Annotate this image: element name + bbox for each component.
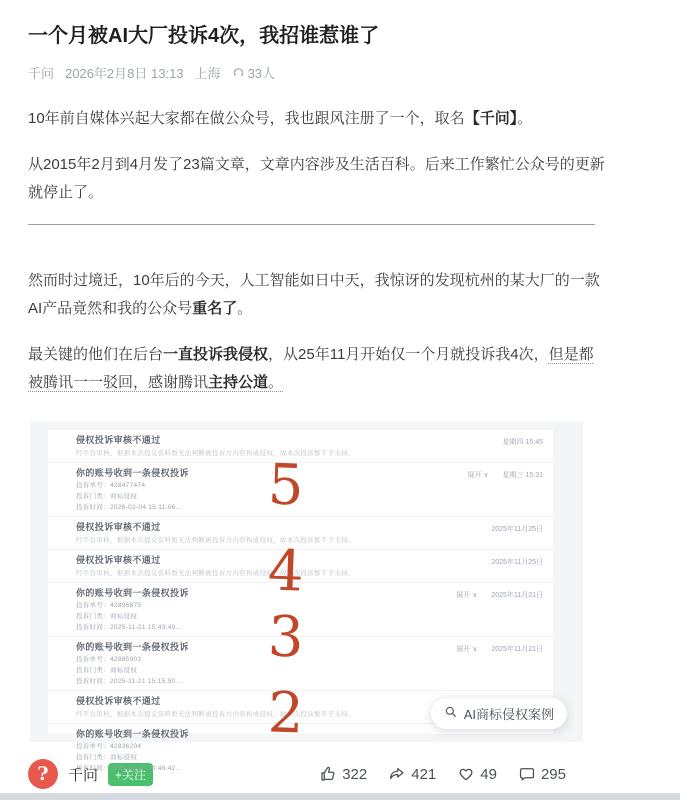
complaint-time: 投诉时间：2025-11-21 15:15:50… [76,677,183,685]
complaint-date: 2025年11月21日 [491,592,543,600]
complaint-screenshot-image[interactable] [30,422,583,772]
handwritten-number: 4 [266,538,305,605]
article-paragraph: 最关键的他们在后台一直投诉我侵权，从25年11月开始仅一个月就投诉我4次，但是都被腾讯一一驳回，感谢腾讯主持公道。 [28,345,594,391]
complaint-date: 星期三 15:31 [502,472,543,480]
complaint-row [48,637,553,691]
notice-row [48,517,553,550]
complaint-time: 投诉时间：2025-11-18 20:46:42… [76,764,183,772]
publish-location: 上海 [194,66,221,81]
notice-desc: 经平台审核，根据本次提交资料暂无法判断被投诉方内容构成侵权，故本次投诉暂不予支持。 [76,711,355,719]
headphones-icon [232,65,245,81]
section-divider [28,224,595,225]
article-body [28,105,606,206]
complaint-row [48,463,553,517]
stat-count: 421 [411,765,437,783]
complaint-time: 投诉时间：2026-02-04 15:11:06… [76,503,183,511]
article-paragraph: 10年前自媒体兴起大家都在做公众号，我也跟风注册了一个，取名【千问】。 [28,110,533,127]
notice-desc: 经平台审核，根据本次提交资料暂无法判断被投诉方内容构成侵权，故本次投诉暂不予支持。 [76,570,355,578]
complaint-title: 你的账号收到一条侵权投诉 [76,642,189,653]
search-chip-label: AI商标侵权案例 [463,707,554,723]
stat-count: 322 [342,765,368,783]
complaint-category: 投诉门类：商标侵权 [76,666,138,674]
listen-count: 33人 [232,63,275,82]
notice-title: 侵权投诉审核不通过 [76,435,161,446]
page-title: 一个月被AI大厂投诉4次，我招谁惹谁了 [28,25,380,47]
stat-count: 295 [540,765,566,783]
handwritten-number: 5 [266,452,305,519]
handwritten-number: 3 [266,604,305,671]
article-body-lower [28,267,606,396]
complaint-id: 投诉单号：42836204 [76,742,142,750]
complaint-list [48,430,553,772]
notice-date: 2025年11月25日 [491,559,543,567]
author-name[interactable]: 千问 [68,766,99,784]
notice-desc: 经平台审核，根据本次提交资料暂无法判断被投诉方内容构成侵权，故本次投诉暂不予支持。 [76,537,355,545]
complaint-title: 你的账号收到一条侵权投诉 [76,729,189,740]
author-name-meta[interactable]: 千问 [28,66,55,81]
complaint-id: 投诉单号：428477474 [76,481,146,489]
avatar-glyph: ? [37,763,49,786]
complaint-time: 投诉时间：2025-11-21 15:43:49… [76,623,183,631]
notice-row [48,430,553,463]
article-meta [28,63,652,82]
notice-title: 侵权投诉审核不通过 [76,522,161,533]
image-search-chip[interactable] [431,698,567,729]
complaint-category: 投诉门类：商标侵权 [76,753,138,761]
complaint-category: 投诉门类：商标侵权 [76,492,138,500]
page-bottom-edge [0,793,680,800]
notice-title: 侵权投诉审核不通过 [76,555,161,566]
expand-toggle[interactable]: 展开 ∨ [456,646,478,654]
publish-date: 2026年2月8日 13:13 [65,66,184,81]
complaint-id: 投诉单号：42885903 [76,655,142,663]
complaint-id: 投诉单号：42896875 [76,601,142,609]
notice-date: 星期四 15:45 [502,439,543,447]
expand-toggle[interactable]: 展开 ∨ [467,472,489,480]
complaint-date: 2025年11月21日 [491,646,543,654]
notice-row [48,550,553,583]
notice-title: 侵权投诉审核不通过 [76,696,161,707]
article-paragraph: 从2015年2月到4月发了23篇文章，文章内容涉及生活百科。后来工作繁忙公众号的更新就停止了。 [28,155,605,201]
search-icon [444,705,458,722]
expand-toggle[interactable]: 展开 ∨ [456,592,478,600]
complaint-row [48,583,553,637]
handwritten-number: 2 [266,680,305,747]
notice-desc: 经平台审核，根据本次提交资料暂无法判断被投诉方内容构成侵权，故本次投诉暂不予支持。 [76,450,355,458]
article-paragraph: 然而时过境迁，10年后的今天，人工智能如日中天，我惊讶的发现杭州的某大厂的一款AI产品竟然和我的公众号重名了。 [28,272,600,317]
complaint-title: 你的账号收到一条侵权投诉 [76,588,189,599]
notice-date: 2025年11月25日 [491,526,543,534]
complaint-row [48,724,553,777]
stat-count: 49 [480,765,497,783]
complaint-category: 投诉门类：商标侵权 [76,612,138,620]
follow-button[interactable]: +关注 [108,763,153,786]
complaint-title: 你的账号收到一条侵权投诉 [76,468,189,479]
